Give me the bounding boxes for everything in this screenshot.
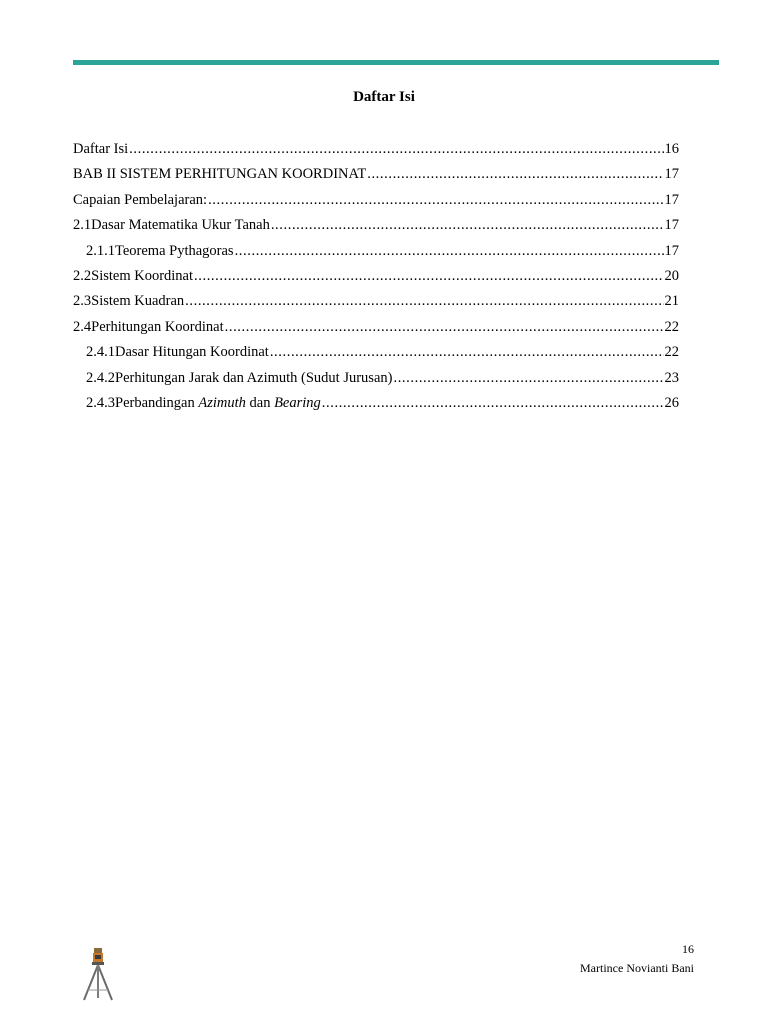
- toc-entry[interactable]: [73, 241, 679, 266]
- toc-entry-page: 26: [664, 394, 679, 411]
- toc-entry-number: 2.1: [73, 217, 92, 234]
- dot-leader: [393, 368, 663, 388]
- footer-author: Martince Novianti Bani: [580, 961, 694, 975]
- toc-entry-number: 2.4.1: [86, 344, 115, 361]
- dot-leader: [322, 393, 664, 413]
- toc-entry-page: 22: [664, 344, 679, 361]
- toc-title-part: Perbandingan: [115, 394, 199, 411]
- toc-title-part: dan: [245, 394, 275, 411]
- toc-title-part-italic: Bearing: [274, 394, 321, 411]
- dot-leader: [235, 241, 664, 261]
- toc-entry-title: Perhitungan Koordinat: [91, 318, 224, 335]
- toc-entry[interactable]: [73, 215, 679, 240]
- dot-leader: [270, 342, 664, 362]
- dot-leader: [194, 266, 663, 286]
- toc-entry-page: 17: [664, 242, 679, 259]
- dot-leader: [129, 139, 663, 159]
- toc-entry[interactable]: [73, 164, 679, 189]
- dot-leader: [367, 164, 663, 184]
- toc-entry-page: 16: [664, 141, 679, 157]
- dot-leader: [208, 190, 663, 210]
- toc-entry-title: Daftar Isi: [73, 141, 129, 157]
- dot-leader: [225, 317, 664, 337]
- toc-entry-title: Capaian Pembelajaran:: [73, 191, 208, 208]
- toc-entry[interactable]: [73, 368, 679, 393]
- toc-heading: Daftar Isi: [353, 89, 415, 105]
- toc-entry[interactable]: [73, 393, 679, 418]
- surveying-tripod-icon: [80, 946, 116, 1002]
- toc-entry-title: [115, 393, 321, 413]
- toc-entry-page: 17: [664, 217, 679, 234]
- toc-entry-title: Dasar Hitungan Koordinat: [115, 344, 269, 361]
- toc-entry-number: 2.4.2: [86, 369, 115, 386]
- toc-entry[interactable]: [73, 139, 679, 164]
- toc-entry-number: 2.4: [73, 318, 92, 335]
- toc-entry-title: Sistem Kuadran: [91, 293, 185, 310]
- toc-entry-number: 2.3: [73, 293, 92, 310]
- toc-entry-title: Teorema Pythagoras: [115, 242, 234, 259]
- toc-entry-title: Perhitungan Jarak dan Azimuth (Sudut Jurusan): [115, 369, 393, 386]
- toc-entry[interactable]: [73, 190, 679, 215]
- toc-entry[interactable]: [73, 342, 679, 367]
- toc-entry-number: 2.1.1: [86, 242, 115, 259]
- toc-entry-page: 17: [664, 191, 679, 208]
- toc-entry[interactable]: [73, 317, 679, 342]
- toc-entry-page: 21: [664, 293, 679, 310]
- toc-entry-page: 20: [664, 267, 679, 284]
- header-rule: [73, 60, 719, 65]
- page-number: 16: [682, 942, 694, 956]
- toc-entry-page: 23: [664, 369, 679, 386]
- toc-entry-page: 17: [664, 166, 679, 183]
- toc-entry-title: BAB II SISTEM PERHITUNGAN KOORDINAT: [73, 166, 367, 183]
- toc-entry-title: Dasar Matematika Ukur Tanah: [91, 217, 270, 234]
- toc-entry-number: 2.2: [73, 267, 92, 284]
- toc-title-part-italic: Azimuth: [198, 394, 246, 411]
- toc-entry[interactable]: [73, 266, 679, 291]
- toc-entry-title: Sistem Koordinat: [91, 267, 194, 284]
- toc-entry-page: 22: [664, 318, 679, 335]
- dot-leader: [185, 291, 663, 311]
- table-of-contents: [73, 139, 679, 418]
- toc-entry[interactable]: [73, 291, 679, 316]
- toc-entry-number: 2.4.3: [86, 394, 115, 411]
- dot-leader: [271, 215, 664, 235]
